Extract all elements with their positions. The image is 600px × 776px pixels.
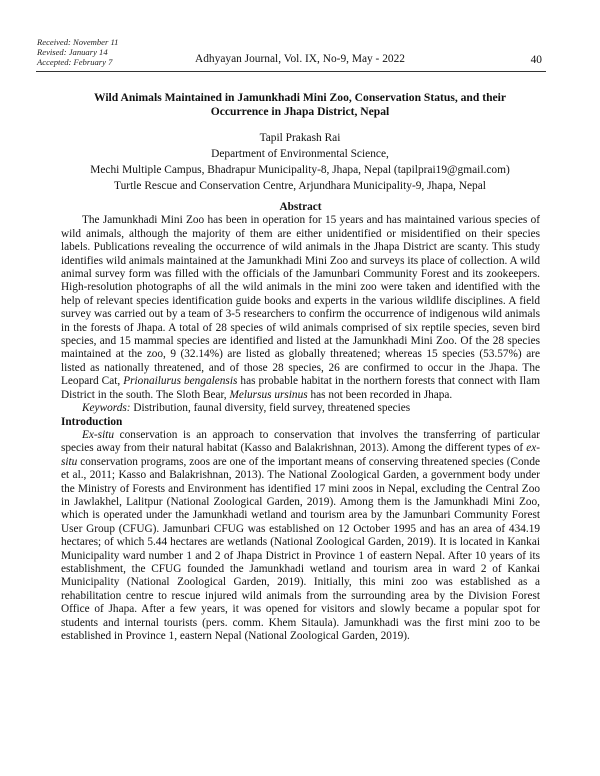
running-header: Adhyayan Journal, Vol. IX, No-9, May - 2022 [195, 53, 405, 65]
abstract-text-part-2: has probable habitat in the northern forests that connect with Ilam District in the south. The Sloth Bear, [61, 375, 540, 401]
affiliation-centre: Turtle Rescue and Conservation Centre, Arjundhara Municipality-9, Jhapa, Nepal [114, 180, 486, 192]
title-line-1: Wild Animals Maintained in Jamunkhadi Mini Zoo, Conservation Status, and their [93, 91, 507, 104]
introduction-text [61, 429, 540, 644]
term-ex-situ-2: ex-situ [61, 442, 540, 468]
affiliation-department: Department of Environmental Science, [211, 148, 389, 160]
abstract-text [61, 214, 540, 402]
keywords-label: Keywords: [82, 402, 131, 415]
abstract-heading: Abstract [279, 201, 322, 213]
title-line-2: Occurrence in Jhapa District, Nepal [210, 105, 390, 118]
abstract-text-part-1: The Jamunkhadi Mini Zoo has been in operation for 15 years and has maintained various species of wild animals, although the majority of them are either unidentified or misidentified on their species labels. Publications revealing the occurrence of wild animals in the Jhapa District are scanty. This study identifies wild animals maintained at the Jamunkhadi Mini Zoo and surveys its place of collection. A wild animal survey form was filled with the officials of the Jamunbari Community Forest and its zookeepers. High-resolution photographs of all the wild animals in the mini zoo were taken and identified with the help of relevant species identification guide books and experts in the various wildlife disciplines. A field survey was carried out by a team of 3-5 researchers to confirm the occurrence of indigenous wild animals in the forests of Jhapa. A total of 28 species of wild animals comprised of six reptile species, seven bird species, and 15 mammal species are identified and listed at the Jamunkhadi Mini Zoo. Of the 28 species maintained at the zoo, 9 (32.14%) are listed as globally threatened; whereas 15 species (53.57%) are listed as nationally threatened, and of those 28 species, 26 are confirmed to occur in the Jhapa. The Leopard Cat, [61, 214, 540, 388]
introduction-text-part-2: conservation programs, zoos are one of the important means of conserving threatened species (Conde et al., 2011; Kasso and Balakrishnan, 2013). The National Zoological Garden, a government body under the Ministry of Forests and Environment has identified 17 mini zoos in Nepal, excluding the Central Zoo in Jawlakhel, Lalitpur (National Zoological Garden, 2019). Among them is the Jamunkhadi Mini Zoo, which is operated under the Jamunkhadi wetland and tourism area by the Jamunbari Community Forest User Group (CFUG). Jamunbari CFUG was established on 12 October 1995 and has an area of 434.19 hectares; of which 5.44 hectares are wetlands (National Zoological Garden, 2019). It is located in Kankai Municipality ward number 1 and 2 of Jhapa District in Province 1 of eastern Nepal. After 10 years of its establishment, the CFUG founded the Jamunkhadi wetland and tourism area in ward 2 of Kankai Municipality (National Zoological Garden, 2019). Initially, this mini zoo was established as a rehabilitation centre to rescue injured wild animals from the surrounding area by the Division Forest Office of Jhapa. After a few years, it was opened for visitors and slowly became a popular spot for students and internal tourists (pers. comm. Khem Sitaula). Jamunkhadi was the first mini zoo to be established in Province 1, eastern Nepal (National Zoological Garden, 2019). [61, 455, 540, 642]
affiliation-campus: Mechi Multiple Campus, Bhadrapur Municipality-8, Jhapa, Nepal (tapilprai19@gmail.com) [90, 164, 510, 176]
species-sloth-bear: Melursus ursinus [229, 388, 308, 401]
author-name: Tapil Prakash Rai [259, 132, 341, 144]
revised-date: Revised: January 14 [37, 47, 108, 57]
accepted-date: Accepted: February 7 [37, 57, 113, 67]
keywords-list: Distribution, faunal diversity, field survey, threatened species [130, 402, 411, 415]
introduction-heading: Introduction [61, 415, 123, 428]
received-date: Received: November 11 [37, 37, 119, 47]
species-leopard-cat: Prionailurus bengalensis [123, 375, 238, 388]
term-ex-situ: Ex-situ [82, 428, 114, 441]
author-block [0, 130, 600, 194]
abstract-text-part-3: has not been recorded in Jhapa. [307, 388, 453, 401]
keywords-line [61, 402, 540, 415]
introduction-text-part-1: conservation is an approach to conservation that involves the transferring of particular species away from their natural habitat (Kasso and Balakrishnan, 2013). Among the different types of [61, 428, 540, 455]
page-number: 40 [530, 54, 542, 66]
paper-body [61, 201, 540, 643]
paper-title [75, 91, 525, 119]
header-divider [36, 71, 546, 72]
